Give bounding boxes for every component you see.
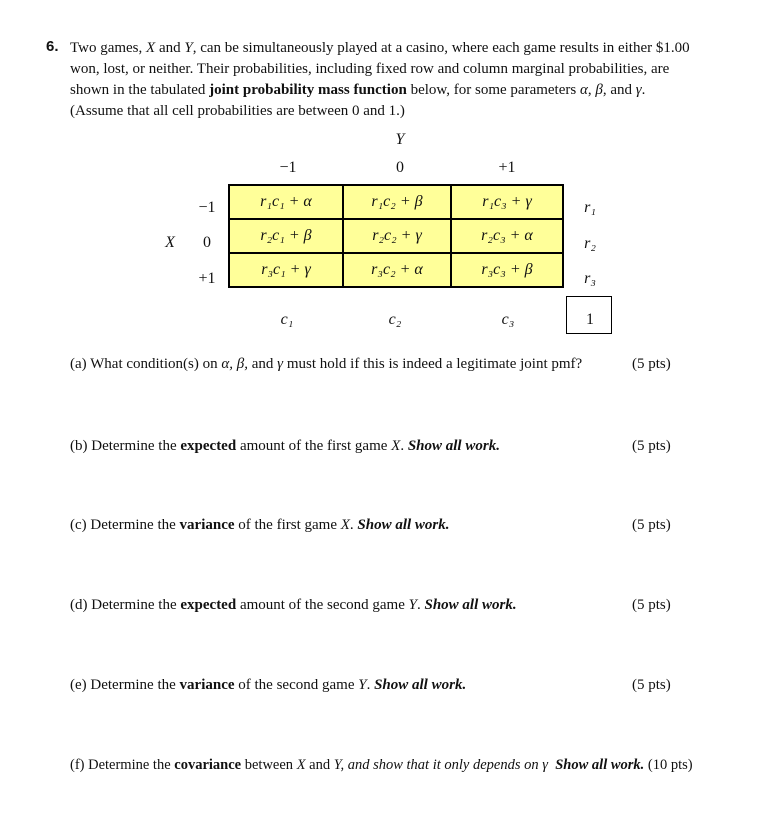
marginal-divider-bottom (566, 333, 612, 334)
part-f-points: (10 pts) (647, 757, 693, 773)
col-header-neg1: −1 (279, 159, 297, 176)
intro-line-1: Two games, X and Y, can be simultaneously played at a casino, where each game results in either $1.00 (70, 40, 690, 56)
part-b: (b) Determine the expected amount of the first game X. Show all work. (70, 438, 500, 454)
part-a-points: (5 pts) (632, 356, 671, 372)
part-c: (c) Determine the variance of the first game X. Show all work. (70, 517, 450, 533)
cell-r1c2: r₁c₂ + β (343, 185, 451, 219)
part-b-points: (5 pts) (632, 438, 671, 454)
cell-r3c1: r₃c₁ + γ (229, 253, 343, 287)
part-d: (d) Determine the expected amount of the second game Y. Show all work. (70, 597, 517, 613)
col-marginal-1: c₁ (280, 311, 294, 328)
intro-line-4: (Assume that all cell probabilities are between 0 and 1.) (70, 103, 405, 119)
row-header-pos1: +1 (198, 270, 216, 287)
part-d-points: (5 pts) (632, 597, 671, 613)
col-header-0: 0 (396, 159, 404, 176)
intro-line-2: won, lost, or neither. Their probabilities, including fixed row and column marginal probabilities, are (70, 61, 670, 77)
x-variable-label: X (165, 234, 175, 251)
y-variable-label: Y (395, 131, 405, 148)
cell-r1c3: r₁c₃ + γ (451, 185, 563, 219)
marginal-divider-right (611, 296, 612, 334)
joint-pmf-table (228, 184, 564, 288)
table-row (229, 253, 563, 287)
row-header-0: 0 (203, 234, 211, 251)
part-c-points: (5 pts) (632, 517, 671, 533)
row-marginal-3: r₃ (584, 270, 596, 287)
cell-r2c1: r₂c₁ + β (229, 219, 343, 253)
row-header-neg1: −1 (198, 199, 216, 216)
part-a: (a) What condition(s) on α, β, and γ must hold if this is indeed a legitimate joint pmf? (70, 356, 583, 372)
cell-r2c3: r₂c₃ + α (451, 219, 563, 253)
marginal-divider-vertical (566, 296, 567, 334)
part-f: (f) Determine the covariance between X and Y, and show that it only depends on γ Show all work. (10 pts) (70, 757, 693, 773)
cell-r1c1: r₁c₁ + α (229, 185, 343, 219)
cell-r2c2: r₂c₂ + γ (343, 219, 451, 253)
question-number: 6. (46, 38, 59, 55)
part-e: (e) Determine the variance of the second game Y. Show all work. (70, 677, 467, 693)
table-row (229, 219, 563, 253)
marginal-total: 1 (586, 311, 594, 328)
cell-r3c3: r₃c₃ + β (451, 253, 563, 287)
row-marginal-1: r₁ (584, 199, 596, 216)
col-header-pos1: +1 (498, 159, 516, 176)
part-e-points: (5 pts) (632, 677, 671, 693)
table-row (229, 185, 563, 219)
col-marginal-2: c₂ (388, 311, 402, 328)
intro-line-3: shown in the tabulated joint probability mass function below, for some parameters α, β, and γ. (70, 82, 646, 98)
cell-r3c2: r₃c₂ + α (343, 253, 451, 287)
marginal-divider-top (566, 296, 612, 297)
row-marginal-2: r₂ (584, 235, 596, 252)
col-marginal-3: c₃ (501, 311, 515, 328)
